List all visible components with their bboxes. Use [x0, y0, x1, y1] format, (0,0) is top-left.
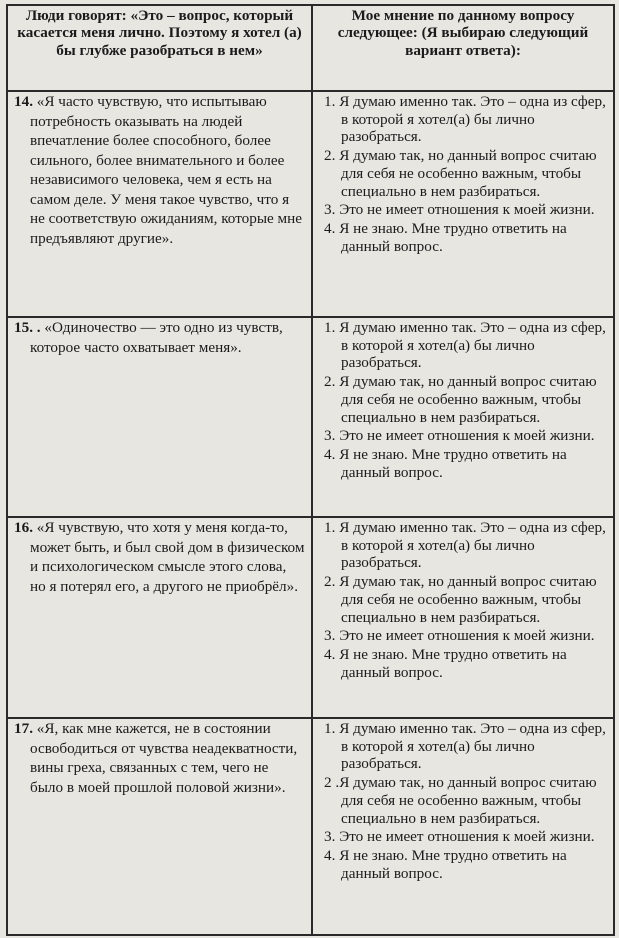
- options-cell: [312, 91, 614, 317]
- answer-option[interactable]: 3. Это не имеет отношения к моей жизни.: [324, 627, 595, 645]
- answer-option[interactable]: 1. Я думаю именно так. Это – одна из сфер, в которой я хотел(а) бы лично разобраться.: [324, 519, 606, 572]
- item-number: 15. .: [14, 319, 41, 336]
- statement-cell: [7, 91, 312, 317]
- questionnaire-table: [6, 4, 615, 936]
- header-cell-statement: [7, 5, 312, 91]
- item-number: 16.: [14, 519, 33, 536]
- statement-body: «Я часто чувствую, что испытываю потребность оказывать на людей впечатление более способного, более сильного, более внимательного и более независимого человека, чем я есть на самом деле. У меня такое чувство, что я не соответствую ожиданиям, которые мне предъявляют другие».: [30, 93, 303, 247]
- table-row: [7, 317, 614, 517]
- statement-body: «Я, как мне кажется, не в состоянии освободиться от чувства неадекватности, вины греха, связанных с тем, чего не было в моей прошлой половой жизни».: [30, 720, 298, 796]
- answer-option[interactable]: 2 .Я думаю так, но данный вопрос считаю для себя не особенно важным, чтобы специально в нем разбираться.: [324, 774, 597, 827]
- item-number: 17.: [14, 720, 33, 737]
- answer-option[interactable]: 1. Я думаю именно так. Это – одна из сфер, в которой я хотел(а) бы лично разобраться.: [324, 319, 606, 372]
- answer-options: [313, 719, 613, 884]
- statement-body: «Я чувствую, что хотя у меня когда-то, может быть, и был свой дом в физическом и психологическом смысле этого слова, но я потерял его, а другого не приобрёл».: [30, 519, 305, 595]
- answer-option[interactable]: 4. Я не знаю. Мне трудно ответить на данный вопрос.: [324, 445, 567, 481]
- statement-body: «Одиночество — это одно из чувств, которое часто охватывает меня».: [30, 319, 283, 356]
- answer-options: [313, 92, 613, 257]
- answer-option[interactable]: 2. Я думаю так, но данный вопрос считаю для себя не особенно важным, чтобы специально в нем разбираться.: [324, 573, 597, 626]
- header-statement-text: Люди говорят: «Это – вопрос, который касается меня лично. Поэтому я хотел (а) бы глубже разобраться в нем»: [17, 7, 302, 59]
- statement-text: [8, 719, 311, 797]
- statement-text: [8, 318, 311, 357]
- statement-cell: [7, 517, 312, 718]
- answer-option[interactable]: 3. Это не имеет отношения к моей жизни.: [324, 427, 595, 445]
- answer-option[interactable]: 3. Это не имеет отношения к моей жизни.: [324, 828, 595, 846]
- statement-cell: [7, 317, 312, 517]
- answer-option[interactable]: 1. Я думаю именно так. Это – одна из сфер, в которой я хотел(а) бы лично разобраться.: [324, 720, 606, 773]
- answer-option[interactable]: 4. Я не знаю. Мне трудно ответить на данный вопрос.: [324, 645, 567, 681]
- header-cell-opinion: [312, 5, 614, 91]
- statement-text: [8, 518, 311, 596]
- options-cell: [312, 718, 614, 935]
- answer-options: [313, 318, 613, 483]
- statement-cell: [7, 718, 312, 935]
- answer-option[interactable]: 4. Я не знаю. Мне трудно ответить на данный вопрос.: [324, 219, 567, 255]
- header-opinion-text: Мое мнение по данному вопросу следующее: (Я выбираю следующий вариант ответа):: [337, 7, 589, 59]
- answer-options: [313, 518, 613, 683]
- table-row: [7, 517, 614, 718]
- item-number: 14.: [14, 93, 33, 110]
- table-header-row: [7, 5, 614, 91]
- answer-option[interactable]: 4. Я не знаю. Мне трудно ответить на данный вопрос.: [324, 846, 567, 882]
- table-row: [7, 91, 614, 317]
- table-row: [7, 718, 614, 935]
- answer-option[interactable]: 1. Я думаю именно так. Это – одна из сфер, в которой я хотел(а) бы лично разобраться.: [324, 93, 606, 146]
- answer-option[interactable]: 2. Я думаю так, но данный вопрос считаю для себя не особенно важным, чтобы специально в нем разбираться.: [324, 373, 597, 426]
- options-cell: [312, 317, 614, 517]
- options-cell: [312, 517, 614, 718]
- statement-text: [8, 92, 311, 248]
- answer-option[interactable]: 3. Это не имеет отношения к моей жизни.: [324, 201, 595, 219]
- answer-option[interactable]: 2. Я думаю так, но данный вопрос считаю для себя не особенно важным, чтобы специально в нем разбираться.: [324, 147, 597, 200]
